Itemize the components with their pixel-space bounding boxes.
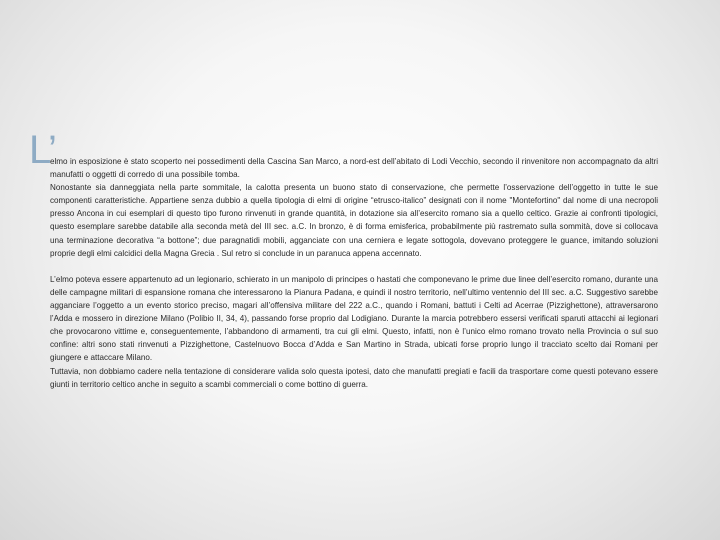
paragraph-history: L’elmo poteva essere appartenuto ad un legionario, schierato in un manipolo di principes o hastati che componevano le prime due linee dell’esercito romano, durante una delle campagne militari di espansione romana che interessarono la Pianura Padana, e quindi il nostro territorio, nell’ultimo ventennio del III sec. a.C. Suggestivo sarebbe agganciare l’oggetto a un evento storico preciso, magari all’offensiva militare del 222 a.C., quando i Romani, battuti i Celti ad Acerrae (Pizzighettone), attraversarono l’Adda e mossero in direzione Milano (Polibio II, 34, 4), passando forse proprio dal Lodigiano. Durante la marcia potrebbero essersi verificati sparuti attacchi ai legionari che provocarono vittime e, conseguentemente, l’abbandono di armamenti, tra cui gli elmi. Questo, infatti, non è l’unico elmo romano trovato nella Provincia o sul suo confine: altri sono stati rinvenuti a Pizzighettone, Castelnuovo Bocca d’Adda e San Martino in Strada, ubicati forse proprio lungo il tracciato scelto dai Romani per giungere e attaccare Milano.	[50, 274, 658, 363]
body-text	[50, 155, 658, 391]
paragraph-description: Nonostante sia danneggiata nella parte sommitale, la calotta presenta un buono stato di conservazione, che permette l’osservazione dell’oggetto in tutte le sue componenti caratteristiche. Appartiene senza dubbio a quella tipologia di elmi di origine “etrusco-italico” designati con il nome "Montefortino" dal nome di una necropoli presso Ancona in cui esemplari di questo tipo furono rinvenuti in grande quantità, in dotazione sia all’esercito romano sia a quello celtico. Grazie ai confronti tipologici, questo esemplare sarebbe databile alla seconda metà del III sec. a.C. In bronzo, è di forma emisferica, probabilmente più rastremato sulla sommità, dove si collocava una terminazione decorativa “a bottone”; due paragnatidi mobili, agganciate con una cerniera e legate sottogola, dovevano proteggere le guance, imitando soluzioni proprie degli elmi calcidici della Magna Grecia . Sul retro si conclude in un paranuca appena accennato.	[50, 183, 658, 258]
drop-cap: L’	[29, 128, 56, 172]
paragraph-conclusion: Tuttavia, non dobbiamo cadere nella tentazione di considerare valida solo questa ipotesi, dato che manufatti pregiati e facili da trasportare come questi potevano essere giunti in territorio celtico anche in seguito a scambi commerciali o come bottino di guerra.	[50, 366, 658, 389]
paragraph-spacer	[50, 260, 658, 273]
paragraph-intro: elmo in esposizione è stato scoperto nei possedimenti della Cascina San Marco, a nord-est dell’abitato di Lodi Vecchio, secondo il rinvenitore non accompagnato da altri manufatti o oggetti di corredo di una possibile tomba.	[50, 157, 658, 180]
